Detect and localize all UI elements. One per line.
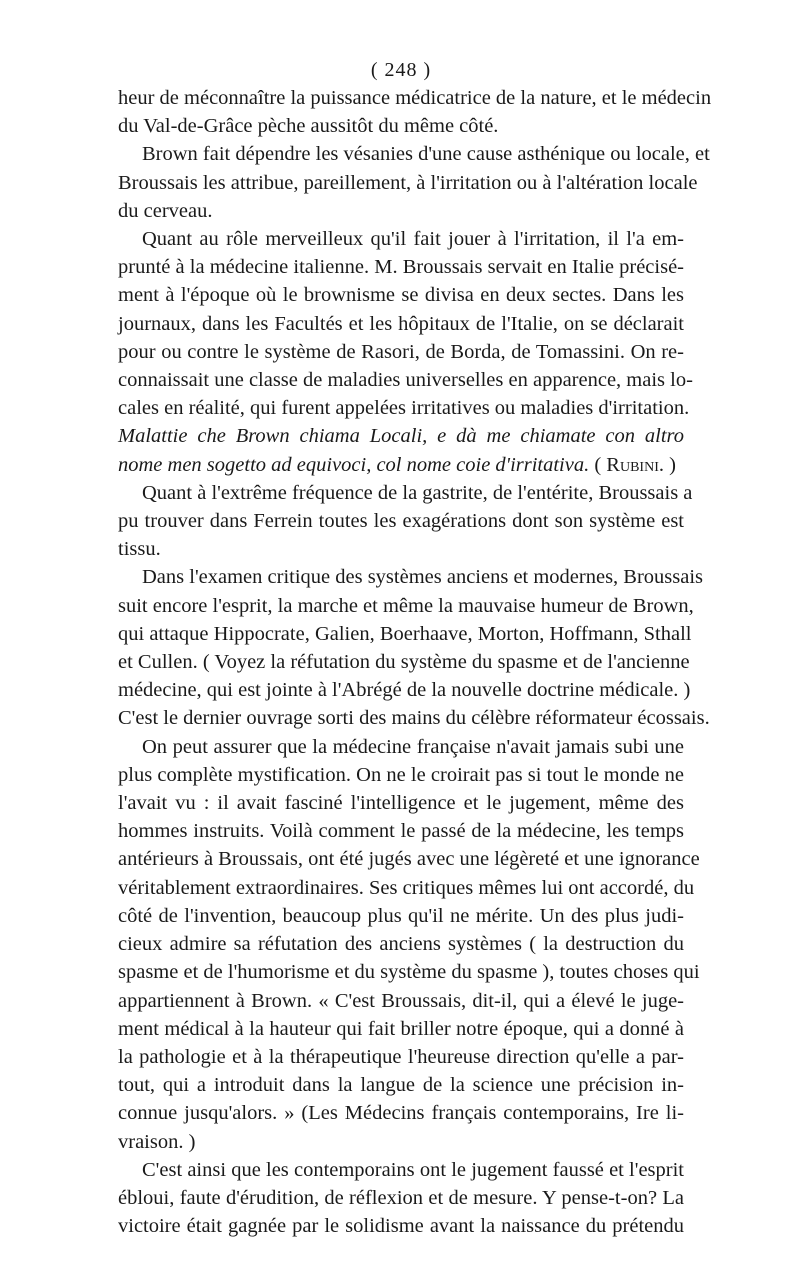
paragraph <box>118 84 712 140</box>
text-line: suit encore l'esprit, la marche et même la mauvaise humeur de Brown, <box>118 594 694 617</box>
italian-quote-text: nome men sogetto ad equivoci, col nome coie d'irritativa. <box>118 453 590 476</box>
text-line: plus complète mystification. On ne le croirait pas si tout le monde ne <box>118 763 684 786</box>
text-line: pour ou contre le système de Rasori, de Borda, de Tomassini. On re- <box>118 340 684 363</box>
text-line: appartiennent à Brown. « C'est Broussais, dit-il, qui a élevé le juge- <box>118 989 684 1012</box>
text-line: ment médical à la hauteur qui fait briller notre époque, qui a donné à <box>118 1017 684 1040</box>
paragraph <box>118 225 693 479</box>
text-line: Dans l'examen critique des systèmes anciens et modernes, Broussais <box>142 566 704 589</box>
paragraph <box>118 140 710 225</box>
text-line: connaissait une classe de maladies universelles en apparence, mais lo- <box>118 369 693 392</box>
text-line: véritablement extraordinaires. Ses critiques mêmes lui ont accordé, du <box>118 876 695 899</box>
text-line: cales en réalité, qui furent appelées irritatives ou maladies d'irritation. <box>118 397 690 420</box>
text-line: prunté à la médecine italienne. M. Broussais servait en Italie précisé- <box>118 256 684 279</box>
text-line: Quant à l'extrême fréquence de la gastrite, de l'entérite, Broussais a <box>142 481 693 504</box>
text-line: vraison. ) <box>118 1130 196 1153</box>
text-line: connue jusqu'alors. » (Les Médecins français contemporains, Ire li- <box>118 1102 684 1125</box>
text-line: et Cullen. ( Voyez la réfutation du système du spasme et de l'ancienne <box>118 651 690 674</box>
text-line: ébloui, faute d'érudition, de réflexion et de mesure. Y pense-t-on? La <box>118 1186 684 1209</box>
text-line: ment à l'époque où le brownisme se divisa en deux sectes. Dans les <box>118 284 684 307</box>
text-line: On peut assurer que la médecine française n'avait jamais subi une <box>142 735 684 758</box>
paragraph <box>118 479 693 564</box>
text-line: du cerveau. <box>118 199 213 222</box>
text-line: du Val-de-Grâce pèche aussitôt du même côté. <box>118 115 499 138</box>
text-line: journaux, dans les Facultés et les hôpitaux de l'Italie, on se déclarait <box>118 312 684 335</box>
text-line: antérieurs à Broussais, ont été jugés avec une légèreté et une ignorance <box>118 848 700 871</box>
text-line: tissu. <box>118 538 161 561</box>
book-page <box>118 58 712 1240</box>
paragraph <box>118 563 710 732</box>
text-line: Broussais les attribue, pareillement, à l'irritation ou à l'altération locale <box>118 171 698 194</box>
text-line: hommes instruits. Voilà comment le passé de la médecine, les temps <box>118 820 684 843</box>
paragraph <box>118 1156 684 1241</box>
text-line: pu trouver dans Ferrein toutes les exagérations dont son système est <box>118 510 684 533</box>
italian-quote-line: Malattie che Brown chiama Locali, e dà me chiamate con altro <box>118 425 684 448</box>
text-line: heur de méconnaître la puissance médicatrice de la nature, et le médecin <box>118 87 712 109</box>
quote-attribution: ( Rubini. ) <box>594 453 676 476</box>
text-line: tout, qui a introduit dans la langue de la science une précision in- <box>118 1074 684 1097</box>
text-line: côté de l'invention, beaucoup plus qu'il ne mérite. Un des plus judi- <box>118 904 684 927</box>
text-line: Quant au rôle merveilleux qu'il fait jouer à l'irritation, il l'a em- <box>142 228 684 251</box>
text-line: qui attaque Hippocrate, Galien, Boerhaave, Morton, Hoffmann, Sthall <box>118 622 692 645</box>
paragraph <box>118 733 700 1156</box>
text-line: médecine, qui est jointe à l'Abrégé de la nouvelle doctrine médicale. ) <box>118 679 691 702</box>
text-line: victoire était gagnée par le solidisme avant la naissance du prétendu <box>118 1215 684 1238</box>
text-line: C'est ainsi que les contemporains ont le jugement faussé et l'esprit <box>142 1158 684 1181</box>
italian-quote-line <box>118 451 684 479</box>
text-line: Brown fait dépendre les vésanies d'une cause asthénique ou locale, et <box>142 143 710 166</box>
text-line: spasme et de l'humorisme et du système du spasme ), toutes choses qui <box>118 961 700 984</box>
text-line: l'avait vu : il avait fasciné l'intelligence et le jugement, même des <box>118 792 684 815</box>
text-line: cieux admire sa réfutation des anciens systèmes ( la destruction du <box>118 933 684 956</box>
text-line: C'est le dernier ouvrage sorti des mains du célèbre réformateur écossais. <box>118 707 710 730</box>
page-number: ( 248 ) <box>370 59 432 81</box>
text-line: la pathologie et à la thérapeutique l'heureuse direction qu'elle a par- <box>118 1045 684 1068</box>
